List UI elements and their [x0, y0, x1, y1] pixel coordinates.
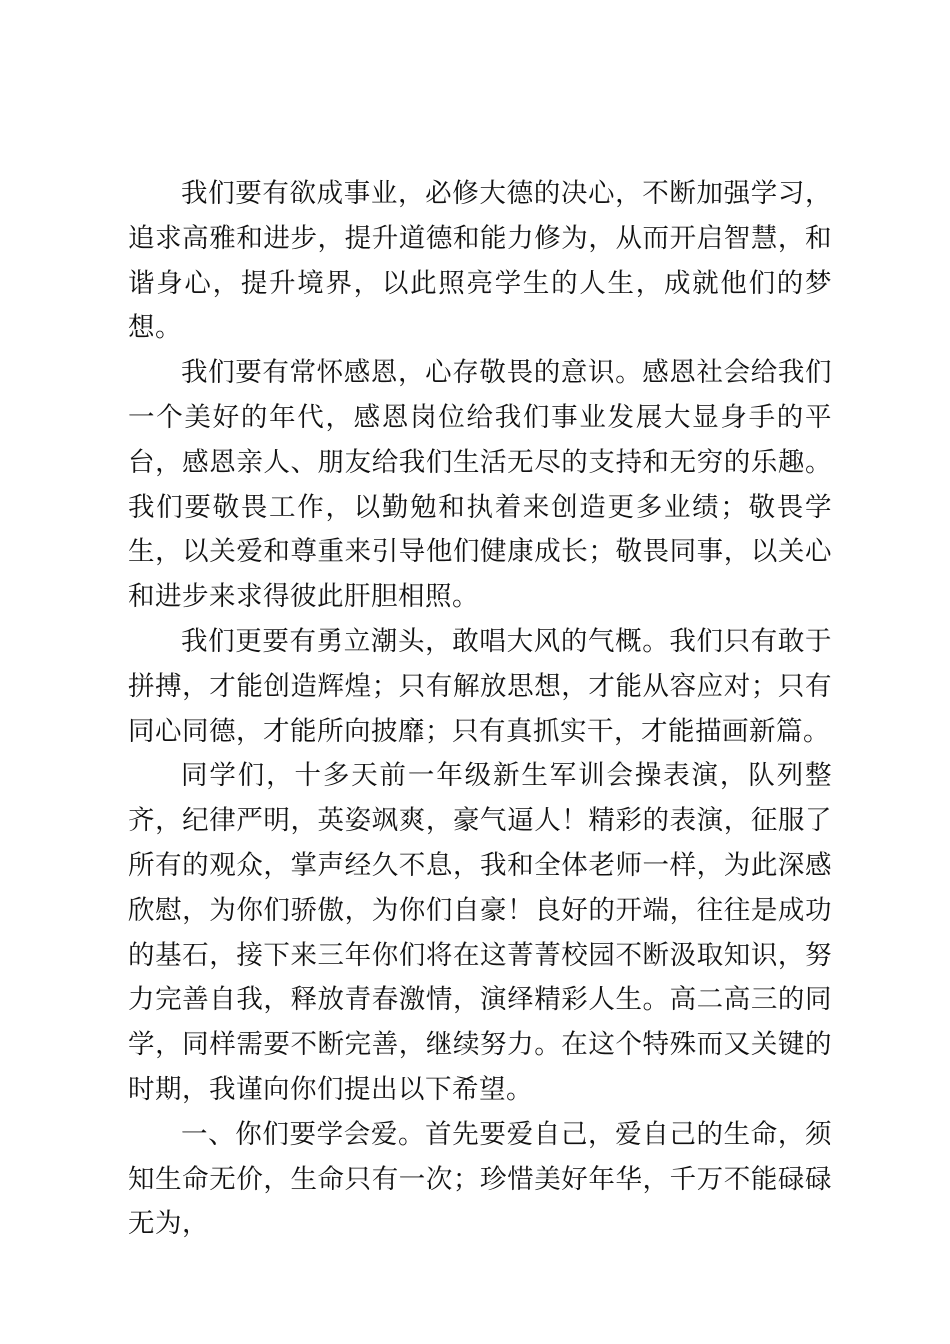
paragraph-1: 我们要有欲成事业，必修大德的决心，不断加强学习，追求高雅和进步，提升道德和能力修为，从而开启智慧，和谐身心，提升境界，以此照亮学生的人生，成就他们的梦想。	[128, 178, 832, 344]
paragraph-5: 一、你们要学会爱。首先要爱自己，爱自己的生命，须知生命无价，生命只有一次；珍惜美好年华，千万不能碌碌无为，	[128, 1118, 832, 1240]
document-body	[128, 172, 832, 1247]
paragraph-3: 我们更要有勇立潮头，敢唱大风的气概。我们只有敢于拼搏，才能创造辉煌；只有解放思想，才能从容应对；只有同心同德，才能所向披靡；只有真抓实干，才能描画新篇。	[128, 625, 832, 747]
paragraph-2: 我们要有常怀感恩，心存敬畏的意识。感恩社会给我们一个美好的年代，感恩岗位给我们事业发展大显身手的平台，感恩亲人、朋友给我们生活无尽的支持和无穷的乐趣。我们要敬畏工作，以勤勉和执着来创造更多业绩；敬畏学生，以关爱和尊重来引导他们健康成长；敬畏同事，以关心和进步来求得彼此肝胆相照。	[128, 357, 832, 613]
paragraph-4: 同学们，十多天前一年级新生军训会操表演，队列整齐，纪律严明，英姿飒爽，豪气逼人！精彩的表演，征服了所有的观众，掌声经久不息，我和全体老师一样，为此深感欣慰，为你们骄傲，为你们自豪！良好的开端，往往是成功的基石，接下来三年你们将在这菁菁校园不断汲取知识，努力完善自我，释放青春激情，演绎精彩人生。高二高三的同学，同样需要不断完善，继续努力。在这个特殊而又关键的时期，我谨向你们提出以下希望。	[128, 760, 832, 1105]
